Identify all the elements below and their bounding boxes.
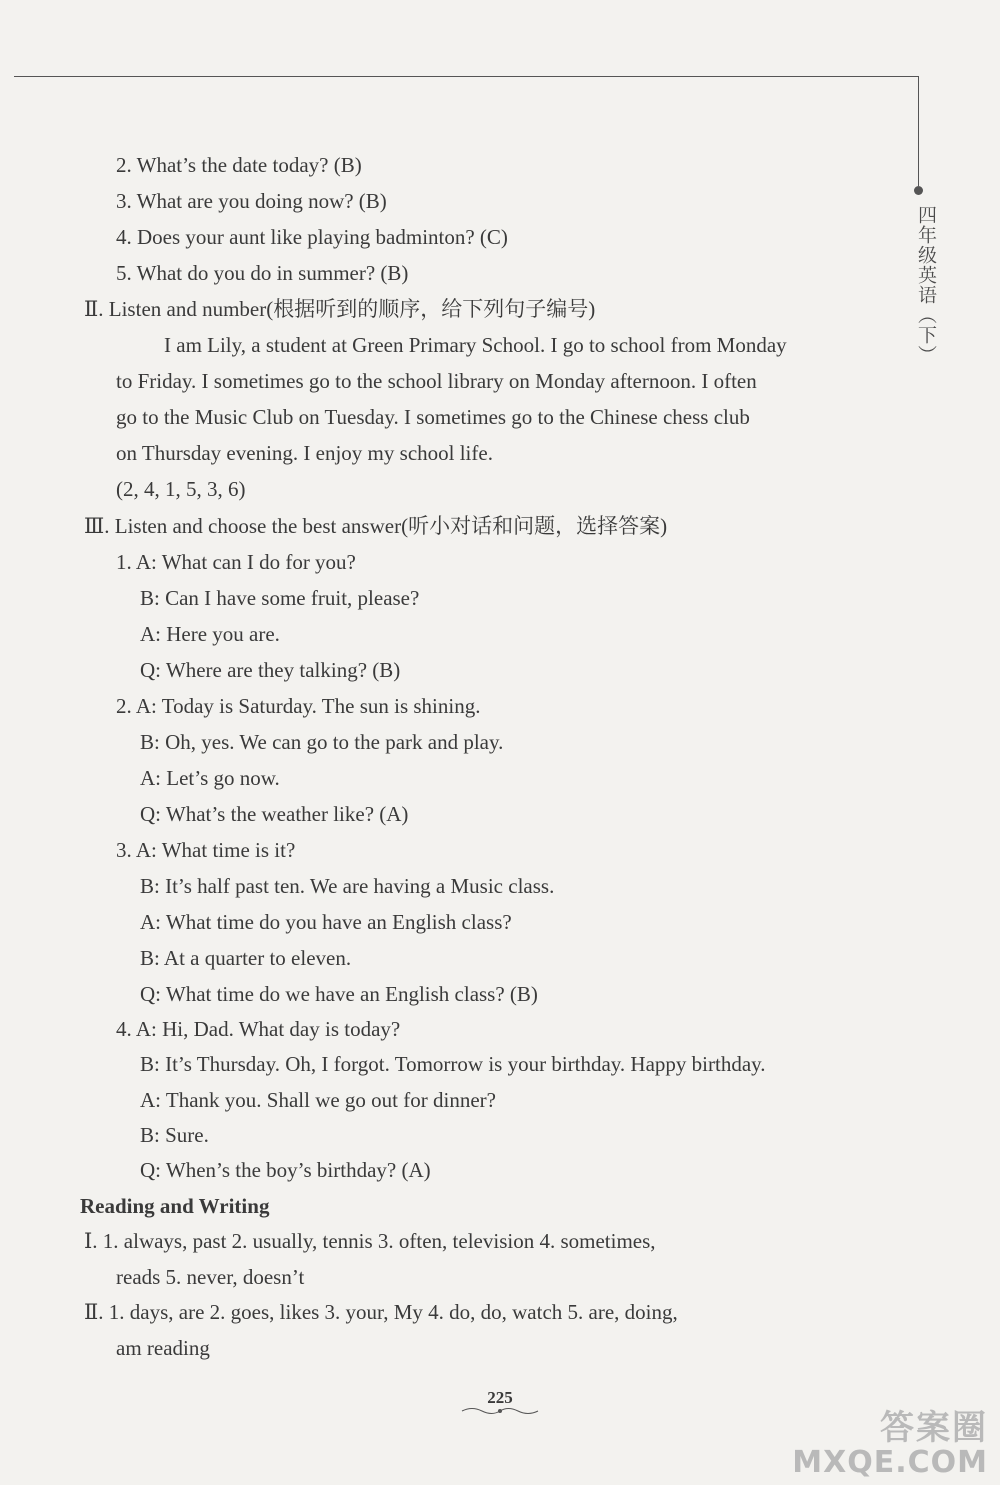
dialogue-line: A: Thank you. Shall we go out for dinner? xyxy=(140,1088,496,1112)
dialogue-line: 1. A: What can I do for you? xyxy=(116,550,356,574)
page-number: 225 xyxy=(487,1388,513,1407)
dialogue-line: B: At a quarter to eleven. xyxy=(140,946,352,970)
dialogue-line: Q: What time do we have an English class? (B) xyxy=(140,982,538,1006)
dialogue-line: Q: What’s the weather like? (A) xyxy=(140,802,409,826)
answer-line: am reading xyxy=(116,1336,210,1360)
dialogue-line: Q: Where are they talking? (B) xyxy=(140,658,401,682)
answer-sequence: (2, 4, 1, 5, 3, 6) xyxy=(116,477,246,501)
side-label: 四年级英语（下） xyxy=(915,205,937,365)
answer-line: reads 5. never, doesn’t xyxy=(116,1265,305,1289)
watermark-title: 答案圈 xyxy=(880,1408,988,1448)
section-title: Ⅲ. Listen and choose the best answer(听小对话和问题，选择答案) xyxy=(84,514,668,538)
dialogue-line: 2. A: Today is Saturday. The sun is shining. xyxy=(116,694,481,718)
passage-line: I am Lily, a student at Green Primary School. I go to school from Monday xyxy=(164,333,787,357)
side-rule xyxy=(918,76,919,186)
watermark-url: MXQE.COM xyxy=(792,1445,988,1480)
dialogue-line: B: Sure. xyxy=(140,1123,209,1147)
listening-item: 2. What’s the date today? (B) xyxy=(116,153,362,177)
watermark xyxy=(792,1400,988,1480)
side-rule-dot xyxy=(914,186,923,195)
dialogue-line: B: Can I have some fruit, please? xyxy=(140,586,420,610)
dialogue-line: A: What time do you have an English class? xyxy=(140,910,512,934)
dialogue-line: A: Let’s go now. xyxy=(140,766,280,790)
dialogue-line: A: Here you are. xyxy=(140,622,280,646)
section-title: Ⅱ. Listen and number(根据听到的顺序，给下列句子编号) xyxy=(84,297,596,321)
passage-line: on Thursday evening. I enjoy my school life. xyxy=(116,441,493,465)
dialogue-line: 3. A: What time is it? xyxy=(116,838,296,862)
dialogue-line: B: It’s half past ten. We are having a Music class. xyxy=(140,874,555,898)
listening-item: 3. What are you doing now? (B) xyxy=(116,189,387,213)
passage-line: to Friday. I sometimes go to the school library on Monday afternoon. I often xyxy=(116,369,757,393)
dialogue-line: B: Oh, yes. We can go to the park and play. xyxy=(140,730,504,754)
dialogue-line: B: It’s Thursday. Oh, I forgot. Tomorrow is your birthday. Happy birthday. xyxy=(140,1052,766,1076)
passage-line: go to the Music Club on Tuesday. I sometimes go to the Chinese chess club xyxy=(116,405,750,429)
reading-writing-heading: Reading and Writing xyxy=(80,1194,270,1218)
answer-line: Ⅰ. 1. always, past 2. usually, tennis 3. often, television 4. sometimes, xyxy=(84,1229,656,1253)
dialogue-line: Q: When’s the boy’s birthday? (A) xyxy=(140,1158,431,1182)
listening-item: 5. What do you do in summer? (B) xyxy=(116,261,409,285)
answer-line: Ⅱ. 1. days, are 2. goes, likes 3. your, My 4. do, do, watch 5. are, doing, xyxy=(84,1300,678,1324)
dialogue-line: 4. A: Hi, Dad. What day is today? xyxy=(116,1017,401,1041)
listening-item: 4. Does your aunt like playing badminton? (C) xyxy=(116,225,508,249)
header-rule xyxy=(14,76,918,77)
ornament-icon xyxy=(458,1406,542,1416)
